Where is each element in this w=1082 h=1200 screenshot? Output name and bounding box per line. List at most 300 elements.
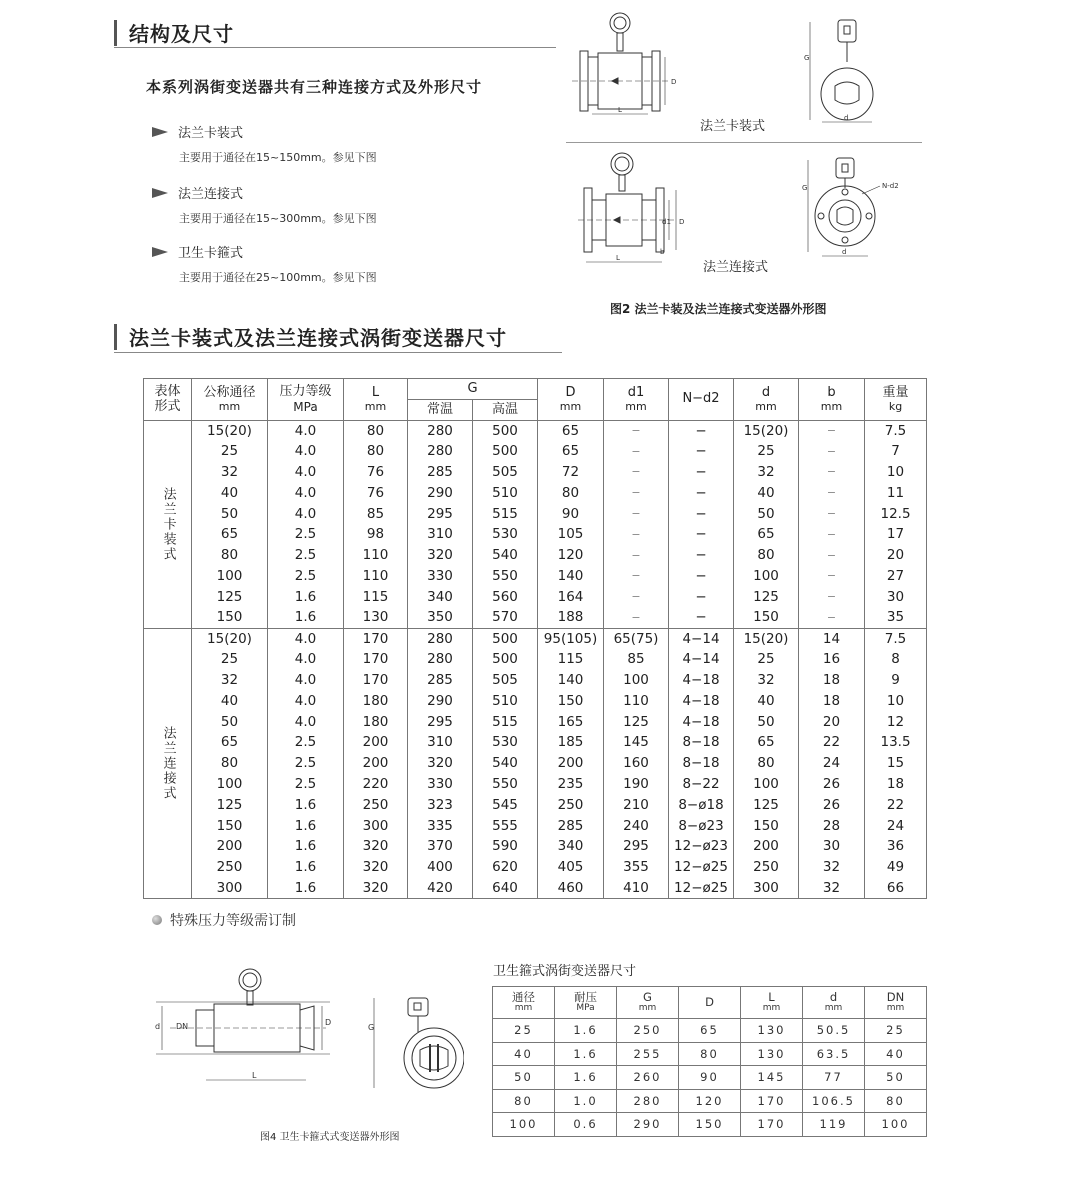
cell-b: 30: [799, 836, 865, 857]
table-row: [493, 1113, 927, 1137]
cell-G-normal: 280: [408, 628, 473, 649]
cell-pressure: 4.0: [268, 628, 344, 649]
cell-dn: 80: [192, 545, 268, 566]
cell-L: 130: [344, 608, 408, 629]
cell-Nd2: 4−14: [669, 649, 734, 670]
cell-weight: 11: [865, 483, 927, 504]
cell-dn: 40: [192, 691, 268, 712]
sanitary-cell: 170: [741, 1113, 803, 1137]
sanitary-table: [492, 986, 927, 1137]
cell-d: 25: [734, 649, 799, 670]
sanitary-cell: 65: [679, 1019, 741, 1043]
cell-weight: 7.5: [865, 628, 927, 649]
cell-G-normal: 335: [408, 816, 473, 837]
cell-D: 164: [538, 587, 604, 608]
cell-weight: 36: [865, 836, 927, 857]
arrow-icon: [152, 127, 168, 137]
cell-G-normal: 280: [408, 421, 473, 442]
cell-d: 40: [734, 691, 799, 712]
cell-Nd2: −: [669, 587, 734, 608]
table-row: [144, 628, 927, 649]
cell-b: 14: [799, 628, 865, 649]
cell-D: 90: [538, 504, 604, 525]
cell-weight: 12: [865, 712, 927, 733]
header-unit: mm: [218, 400, 241, 414]
option-title: 法兰卡装式: [178, 126, 244, 141]
cell-L: 110: [344, 545, 408, 566]
header-Nd2: N−d2: [669, 379, 734, 421]
sanitary-cell: 280: [617, 1089, 679, 1113]
cell-L: 98: [344, 524, 408, 545]
sanitary-cell: 0.6: [555, 1113, 617, 1137]
cell-d: 80: [734, 545, 799, 566]
cell-G-high: 620: [473, 857, 538, 878]
cell-D: 65: [538, 421, 604, 442]
cell-d: 125: [734, 795, 799, 816]
header-label: 压力等级: [279, 384, 332, 400]
header-unit: kg: [888, 400, 903, 414]
table-row: [144, 816, 927, 837]
cell-D: 185: [538, 732, 604, 753]
sanitary-cell: 40: [865, 1042, 927, 1066]
cell-L: 110: [344, 566, 408, 587]
cell-d1: 240: [604, 816, 669, 837]
table-row: [144, 462, 927, 483]
cell-weight: 49: [865, 857, 927, 878]
cell-D: 115: [538, 649, 604, 670]
header-unit: MPa: [576, 1002, 595, 1013]
table-row: [144, 587, 927, 608]
sanitary-header: [493, 987, 555, 1019]
header-G-normal: 常温: [408, 400, 473, 421]
option-desc: 主要用于通径在25~100mm。参见下图: [179, 271, 377, 284]
cell-dn: 300: [192, 878, 268, 899]
table-row: [144, 566, 927, 587]
dim-label: L: [252, 1071, 257, 1080]
cell-Nd2: −: [669, 566, 734, 587]
header-label: L: [371, 384, 380, 400]
header-D: [538, 379, 604, 421]
cell-d1: 110: [604, 691, 669, 712]
cell-Nd2: 4−18: [669, 712, 734, 733]
header-label: d: [829, 990, 838, 1005]
cell-d1: −: [604, 524, 669, 545]
table-row: [144, 524, 927, 545]
cell-G-normal: 330: [408, 774, 473, 795]
table-row: [144, 483, 927, 504]
sanitary-cell: 120: [679, 1089, 741, 1113]
cell-Nd2: 4−14: [669, 628, 734, 649]
sanitary-cell: 150: [679, 1113, 741, 1137]
cell-b: −: [799, 545, 865, 566]
header-unit: mm: [762, 1002, 781, 1013]
header-L: [344, 379, 408, 421]
sanitary-cell: 260: [617, 1066, 679, 1090]
header-unit: mm: [824, 1002, 843, 1013]
cell-d1: 65(75): [604, 628, 669, 649]
cell-d1: 85: [604, 649, 669, 670]
cell-b: 18: [799, 670, 865, 691]
cell-D: 405: [538, 857, 604, 878]
cell-b: 32: [799, 878, 865, 899]
cell-D: 250: [538, 795, 604, 816]
dim-label: G: [804, 54, 810, 62]
cell-d1: −: [604, 587, 669, 608]
cell-d: 32: [734, 670, 799, 691]
section-rule: [114, 352, 562, 353]
cell-pressure: 2.5: [268, 545, 344, 566]
sanitary-cell: 290: [617, 1113, 679, 1137]
cell-d1: −: [604, 608, 669, 629]
cell-G-normal: 285: [408, 462, 473, 483]
cell-D: 65: [538, 441, 604, 462]
cell-weight: 30: [865, 587, 927, 608]
sanitary-header: [741, 987, 803, 1019]
cell-Nd2: 4−18: [669, 670, 734, 691]
cell-dn: 200: [192, 836, 268, 857]
cell-weight: 18: [865, 774, 927, 795]
cell-G-normal: 285: [408, 670, 473, 691]
cell-dn: 125: [192, 795, 268, 816]
cell-b: 24: [799, 753, 865, 774]
header-unit: mm: [364, 400, 387, 414]
cell-d1: 100: [604, 670, 669, 691]
cell-d1: 410: [604, 878, 669, 899]
cell-L: 200: [344, 732, 408, 753]
cell-b: −: [799, 608, 865, 629]
cell-L: 76: [344, 483, 408, 504]
table-row: [144, 774, 927, 795]
cell-D: 460: [538, 878, 604, 899]
cell-L: 80: [344, 421, 408, 442]
cell-Nd2: 12−ø23: [669, 836, 734, 857]
cell-pressure: 2.5: [268, 774, 344, 795]
sanitary-cell: 100: [493, 1113, 555, 1137]
cell-d: 65: [734, 732, 799, 753]
header-G-high: 高温: [473, 400, 538, 421]
cell-G-high: 505: [473, 462, 538, 483]
cell-G-normal: 290: [408, 691, 473, 712]
table-row: [144, 441, 927, 462]
header-d: [734, 379, 799, 421]
sanitary-cell: 130: [741, 1019, 803, 1043]
sanitary-table-title: 卫生箍式涡街变送器尺寸: [493, 964, 637, 979]
cell-b: 16: [799, 649, 865, 670]
cell-d: 50: [734, 504, 799, 525]
cell-d1: 210: [604, 795, 669, 816]
cell-weight: 20: [865, 545, 927, 566]
table-row: [144, 545, 927, 566]
cell-G-high: 590: [473, 836, 538, 857]
header-d1: [604, 379, 669, 421]
cell-weight: 15: [865, 753, 927, 774]
flange-front-drawing: [800, 156, 910, 266]
cell-G-normal: 280: [408, 649, 473, 670]
cell-L: 170: [344, 628, 408, 649]
cell-G-high: 540: [473, 545, 538, 566]
cell-b: −: [799, 441, 865, 462]
cell-Nd2: 12−ø25: [669, 878, 734, 899]
sanitary-header: [617, 987, 679, 1019]
cell-G-normal: 310: [408, 524, 473, 545]
cell-pressure: 4.0: [268, 691, 344, 712]
header-label: 耐压: [574, 990, 597, 1005]
cell-weight: 9: [865, 670, 927, 691]
arrow-icon: [152, 247, 168, 257]
cell-d1: 190: [604, 774, 669, 795]
cell-weight: 12.5: [865, 504, 927, 525]
cell-b: −: [799, 462, 865, 483]
section-header-dimensions: [114, 322, 507, 351]
sanitary-cell: 255: [617, 1042, 679, 1066]
cell-G-high: 500: [473, 628, 538, 649]
cell-d: 15(20): [734, 628, 799, 649]
dim-label: d: [155, 1022, 161, 1031]
sanitary-cell: 77: [803, 1066, 865, 1090]
cell-pressure: 2.5: [268, 566, 344, 587]
cell-G-high: 530: [473, 732, 538, 753]
cell-G-high: 500: [473, 649, 538, 670]
table-row: [144, 732, 927, 753]
sanitary-cell: 100: [865, 1113, 927, 1137]
cell-G-normal: 370: [408, 836, 473, 857]
cell-L: 115: [344, 587, 408, 608]
dim-label: d: [842, 248, 847, 256]
cell-weight: 35: [865, 608, 927, 629]
cell-d: 32: [734, 462, 799, 483]
cell-L: 250: [344, 795, 408, 816]
cell-d1: 295: [604, 836, 669, 857]
cell-G-normal: 330: [408, 566, 473, 587]
section-header-structure: [114, 18, 234, 47]
cell-D: 105: [538, 524, 604, 545]
cell-pressure: 4.0: [268, 441, 344, 462]
dim-label: d1: [662, 218, 671, 226]
cell-b: −: [799, 483, 865, 504]
cell-G-normal: 310: [408, 732, 473, 753]
cell-G-high: 500: [473, 441, 538, 462]
note: [152, 910, 296, 930]
cell-D: 340: [538, 836, 604, 857]
cell-dn: 15(20): [192, 628, 268, 649]
cell-L: 320: [344, 836, 408, 857]
cell-d: 40: [734, 483, 799, 504]
cell-D: 72: [538, 462, 604, 483]
sanitary-header: [555, 987, 617, 1019]
cell-d: 15(20): [734, 421, 799, 442]
cell-dn: 25: [192, 441, 268, 462]
header-label: 通径: [512, 990, 535, 1005]
flange-side-drawing: [576, 150, 706, 270]
cell-weight: 8: [865, 649, 927, 670]
header-label: L: [768, 990, 775, 1005]
section-bar: [114, 324, 117, 350]
cell-weight: 24: [865, 816, 927, 837]
sanitary-cell: 40: [493, 1042, 555, 1066]
cell-weight: 22: [865, 795, 927, 816]
dim-label: N-d2: [882, 182, 899, 190]
cell-dn: 100: [192, 774, 268, 795]
sanitary-cell: 145: [741, 1066, 803, 1090]
sanitary-cell: 25: [865, 1019, 927, 1043]
cell-pressure: 1.6: [268, 836, 344, 857]
sanitary-side-drawing: [150, 966, 350, 1096]
dim-label: L: [616, 254, 620, 262]
table-row: [144, 691, 927, 712]
option-wafer: [152, 122, 377, 165]
sanitary-header-row: [493, 987, 927, 1019]
header-dn: [192, 379, 268, 421]
header-weight: [865, 379, 927, 421]
table-row: [144, 421, 927, 442]
cell-L: 76: [344, 462, 408, 483]
table-row: [144, 670, 927, 691]
cell-weight: 7.5: [865, 421, 927, 442]
cell-weight: 7: [865, 441, 927, 462]
cell-G-normal: 280: [408, 441, 473, 462]
cell-d: 65: [734, 524, 799, 545]
cell-dn: 150: [192, 816, 268, 837]
cell-D: 120: [538, 545, 604, 566]
cell-L: 300: [344, 816, 408, 837]
cell-d: 80: [734, 753, 799, 774]
cell-G-normal: 295: [408, 504, 473, 525]
cell-d: 100: [734, 774, 799, 795]
table-row: [144, 649, 927, 670]
table-row: [144, 836, 927, 857]
cell-pressure: 1.6: [268, 878, 344, 899]
sanitary-cell: 90: [679, 1066, 741, 1090]
cell-L: 320: [344, 857, 408, 878]
cell-G-high: 550: [473, 566, 538, 587]
cell-pressure: 2.5: [268, 524, 344, 545]
cell-L: 85: [344, 504, 408, 525]
cell-D: 95(105): [538, 628, 604, 649]
cell-G-high: 545: [473, 795, 538, 816]
cell-d: 25: [734, 441, 799, 462]
header-unit: mm: [886, 1002, 905, 1013]
cell-weight: 10: [865, 691, 927, 712]
header-label: d: [761, 384, 771, 400]
cell-dn: 50: [192, 504, 268, 525]
cell-D: 140: [538, 670, 604, 691]
dim-label: D: [325, 1018, 332, 1027]
sanitary-cell: 119: [803, 1113, 865, 1137]
wafer-side-drawing: [570, 10, 700, 120]
cell-Nd2: −: [669, 483, 734, 504]
cell-Nd2: −: [669, 524, 734, 545]
cell-D: 235: [538, 774, 604, 795]
cell-dn: 150: [192, 608, 268, 629]
dim-label: L: [618, 106, 622, 114]
cell-Nd2: 4−18: [669, 691, 734, 712]
header-G: G: [408, 379, 538, 400]
sanitary-cell: 1.6: [555, 1066, 617, 1090]
cell-Nd2: 8−18: [669, 753, 734, 774]
cell-d: 300: [734, 878, 799, 899]
cell-G-normal: 295: [408, 712, 473, 733]
cell-d1: −: [604, 483, 669, 504]
sanitary-cell: 170: [741, 1089, 803, 1113]
sanitary-header: [803, 987, 865, 1019]
cell-d: 125: [734, 587, 799, 608]
header-unit: mm: [514, 1002, 533, 1013]
table-row: [144, 753, 927, 774]
cell-d1: −: [604, 462, 669, 483]
sanitary-cell: 1.0: [555, 1089, 617, 1113]
cell-G-high: 555: [473, 816, 538, 837]
sanitary-cell: 50: [865, 1066, 927, 1090]
cell-b: 26: [799, 774, 865, 795]
cell-dn: 50: [192, 712, 268, 733]
cell-dn: 65: [192, 524, 268, 545]
cell-L: 200: [344, 753, 408, 774]
section-bar: [114, 20, 117, 46]
cell-b: −: [799, 524, 865, 545]
cell-D: 200: [538, 753, 604, 774]
cell-G-normal: 320: [408, 545, 473, 566]
header-label: b: [827, 384, 836, 400]
cell-dn: 125: [192, 587, 268, 608]
section-rule: [114, 47, 556, 48]
cell-d: 100: [734, 566, 799, 587]
sanitary-cell: 63.5: [803, 1042, 865, 1066]
cell-G-high: 640: [473, 878, 538, 899]
cell-b: 20: [799, 712, 865, 733]
sanitary-cell: 50.5: [803, 1019, 865, 1043]
dim-label: b: [660, 248, 665, 256]
arrow-icon: [152, 188, 168, 198]
cell-pressure: 1.6: [268, 857, 344, 878]
cell-b: −: [799, 504, 865, 525]
cell-d: 150: [734, 816, 799, 837]
cell-Nd2: 8−ø23: [669, 816, 734, 837]
cell-d1: 160: [604, 753, 669, 774]
figure-label-flange: 法兰连接式: [703, 260, 769, 275]
figure4-caption: 图4 卫生卡箍式式变送器外形图: [260, 1132, 400, 1143]
cell-L: 170: [344, 649, 408, 670]
cell-Nd2: 8−ø18: [669, 795, 734, 816]
cell-d: 50: [734, 712, 799, 733]
cell-pressure: 4.0: [268, 421, 344, 442]
dim-label: d: [844, 114, 849, 122]
cell-dn: 32: [192, 670, 268, 691]
header-label: DN: [886, 990, 905, 1005]
header-unit: mm: [820, 400, 843, 414]
cell-d: 150: [734, 608, 799, 629]
dim-label: D: [671, 78, 677, 86]
intro-text: 本系列涡街变送器共有三种连接方式及外形尺寸: [146, 78, 483, 96]
dim-label: D: [679, 218, 685, 226]
sanitary-header: [679, 987, 741, 1019]
cell-b: 18: [799, 691, 865, 712]
cell-Nd2: 12−ø25: [669, 857, 734, 878]
cell-L: 180: [344, 712, 408, 733]
cell-d1: 355: [604, 857, 669, 878]
note-text: 特殊压力等级需订制: [170, 913, 296, 929]
cell-Nd2: −: [669, 545, 734, 566]
cell-dn: 80: [192, 753, 268, 774]
cell-D: 188: [538, 608, 604, 629]
cell-G-high: 510: [473, 483, 538, 504]
table-row: [493, 1019, 927, 1043]
sanitary-cell: 80: [679, 1042, 741, 1066]
cell-dn: 250: [192, 857, 268, 878]
cell-G-high: 510: [473, 691, 538, 712]
header-label: 公称通径: [203, 384, 256, 400]
table-row: [493, 1089, 927, 1113]
cell-Nd2: −: [669, 608, 734, 629]
